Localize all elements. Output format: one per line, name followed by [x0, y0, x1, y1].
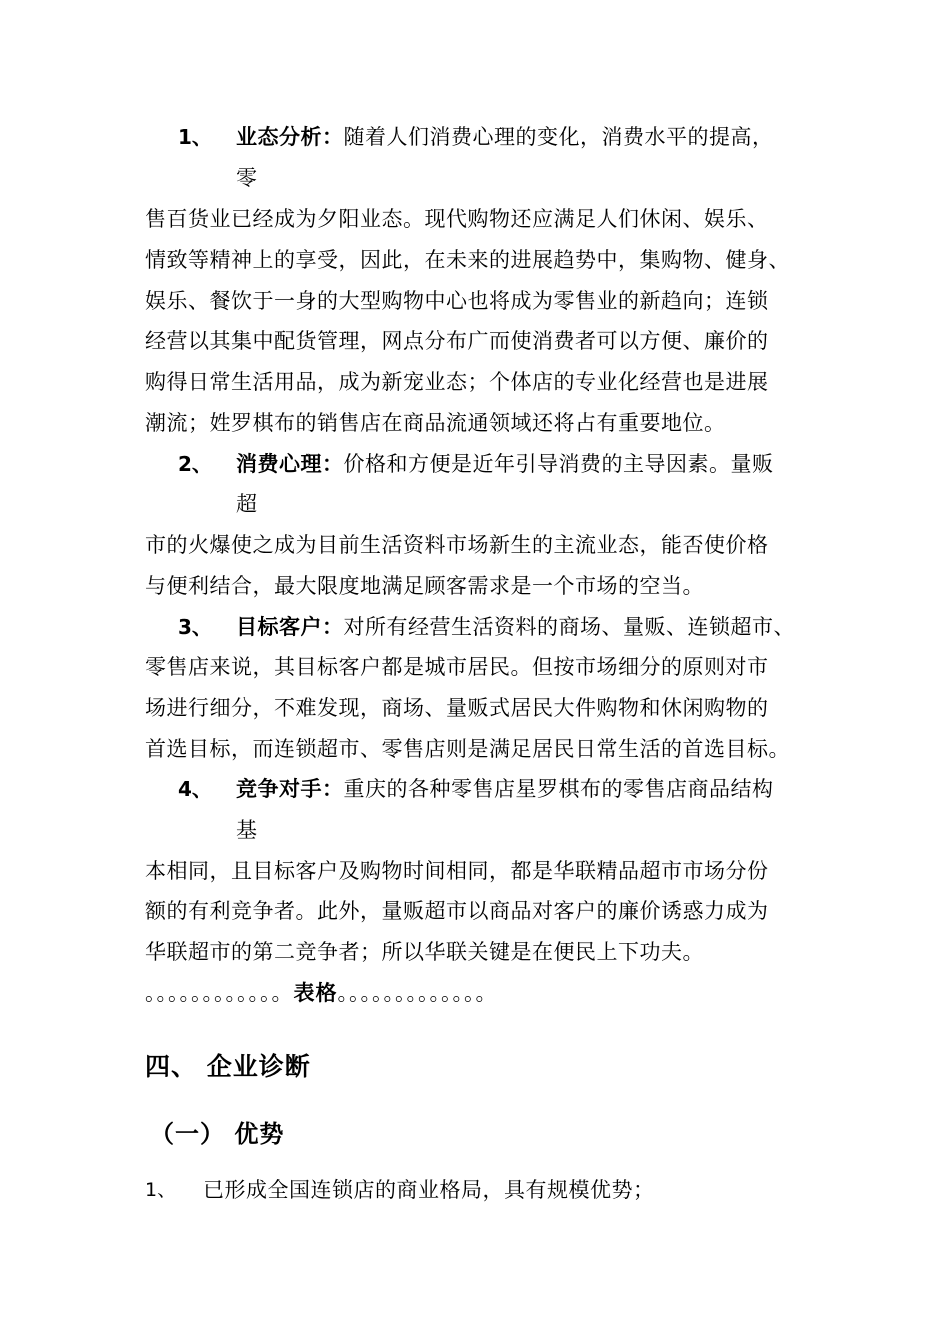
table-placeholder [145, 978, 498, 1008]
paragraph-line: 潮流；姓罗棋布的销售店在商品流通领域还将占有重要地位。 [145, 411, 726, 435]
section-number: 4、 [178, 777, 212, 801]
section-heading-line [236, 122, 774, 152]
section-number: 3、 [178, 615, 212, 639]
paragraph-line: 情致等精神上的享受，因此，在未来的进展趋势中，集购物、健身、 [145, 248, 790, 272]
section-number: 2、 [178, 452, 212, 476]
section-heading-line [236, 612, 795, 642]
section-heading-line [236, 449, 774, 479]
section-heading-line [236, 774, 774, 804]
section-heading: 竞争对手： [236, 777, 344, 801]
section-first-line: 重庆的各种零售店星罗棋布的零售店商品结构 [343, 777, 774, 801]
paragraph-line: 华联超市的第二竞争者；所以华联关键是在便民上下功夫。 [145, 940, 704, 964]
section-heading: 业态分析： [236, 125, 344, 149]
section-first-line: 随着人们消费心理的变化，消费水平的提高， [343, 125, 774, 149]
paragraph-line: 市的火爆使之成为目前生活资料市场新生的主流业态，能否使价格 [145, 533, 769, 557]
paragraph-line: 与便利结合，最大限度地满足顾客需求是一个市场的空当。 [145, 574, 704, 598]
paragraph-line: 首选目标，而连锁超市、零售店则是满足居民日常生活的首选目标。 [145, 737, 790, 761]
list-item-number: 1、 [145, 1179, 177, 1201]
table-label: 表格 [293, 981, 338, 1005]
paragraph-line: 娱乐、餐饮于一身的大型购物中心也将成为零售业的新趋向；连锁 [145, 289, 769, 313]
chapter-title: 四、 企业诊断 [145, 1052, 311, 1081]
table-dots-right: 。。。。。。。。。。。。。 [337, 981, 498, 1005]
paragraph-line: 额的有利竞争者。此外，量贩超市以商品对客户的廉价诱惑力成为 [145, 899, 769, 923]
paragraph-line: 场进行细分，不难发现，商场、量贩式居民大件购物和休闲购物的 [145, 696, 769, 720]
wrapped-char: 超 [236, 492, 257, 516]
section-heading: 目标客户： [236, 615, 344, 639]
list-item-text: 已形成全国连锁店的商业格局，具有规模优势； [203, 1178, 655, 1202]
paragraph-line: 售百货业已经成为夕阳业态。现代购物还应满足人们休闲、娱乐、 [145, 207, 769, 231]
table-dots-left: 。。。。。。。。。。。。 [145, 981, 294, 1005]
section-first-line: 价格和方便是近年引导消费的主导因素。量贩 [343, 452, 774, 476]
paragraph-line: 本相同，且目标客户及购物时间相同，都是华联精品超市市场分份 [145, 859, 769, 883]
paragraph-line: 零售店来说，其目标客户都是城市居民。但按市场细分的原则对市 [145, 655, 769, 679]
wrapped-char: 零 [236, 166, 257, 190]
section-first-line: 对所有经营生活资料的商场、量贩、连锁超市、 [343, 615, 795, 639]
subsection-title: （一） 优势 [150, 1120, 285, 1148]
section-number: 1、 [178, 125, 212, 149]
paragraph-line: 购得日常生活用品，成为新宠业态；个体店的专业化经营也是进展 [145, 370, 769, 394]
wrapped-char: 基 [236, 818, 257, 842]
paragraph-line: 经营以其集中配货管理，网点分布广而使消费者可以方便、廉价的 [145, 329, 769, 353]
section-heading: 消费心理： [236, 452, 344, 476]
